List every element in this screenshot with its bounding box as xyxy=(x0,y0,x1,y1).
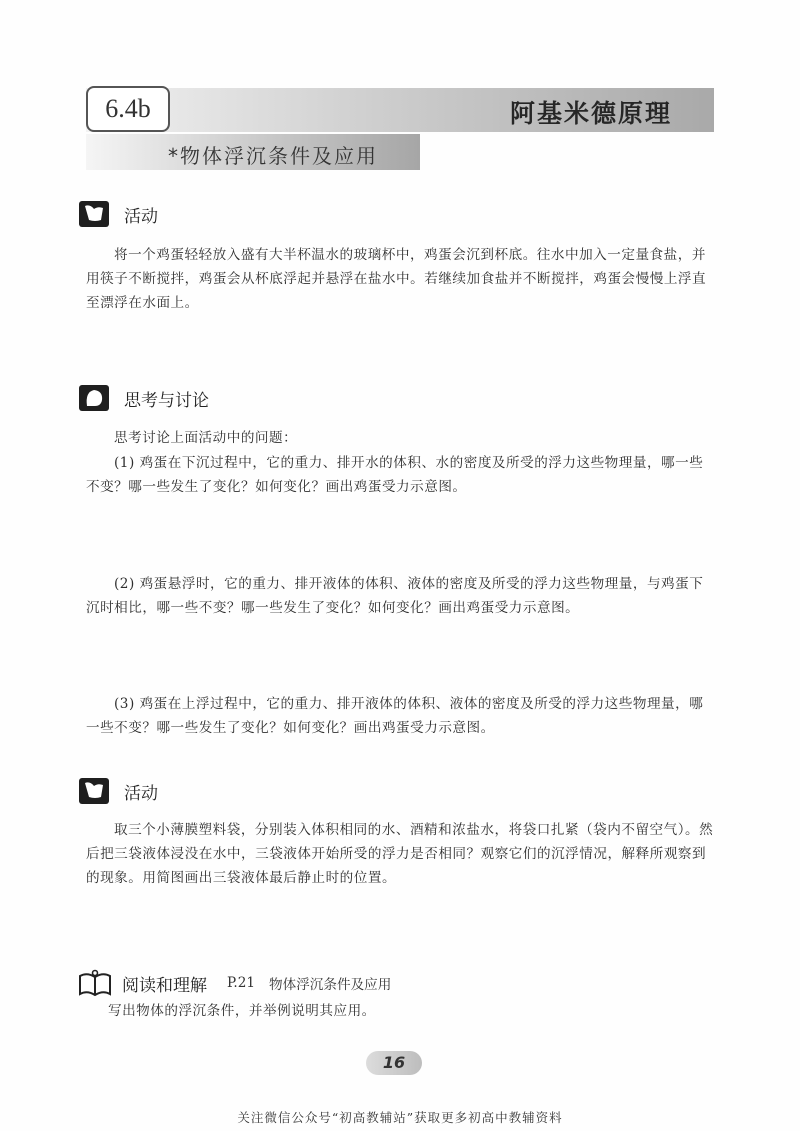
activity-icon xyxy=(78,200,110,228)
section-heading-activity-1 xyxy=(78,200,158,228)
open-book-icon xyxy=(78,969,112,997)
section-code: 6.4b xyxy=(105,94,151,123)
section-label: 活动 xyxy=(124,206,158,227)
footer-note: 关注微信公众号“初高教辅站”获取更多初高中教辅资料 xyxy=(237,1110,563,1125)
question-2: (2) 鸡蛋悬浮时，它的重力、排开液体的体积、液体的密度及所受的浮力这些物理量，与鸡蛋下沉时相比，哪一些不变？哪一些发生了变化？如何变化？画出鸡蛋受力示意图。 xyxy=(86,576,704,616)
page-title: 阿基米德原理 xyxy=(509,99,672,128)
activity-1-text: 将一个鸡蛋轻轻放入盛有大半杯温水的玻璃杯中，鸡蛋会沉到杯底。往水中加入一定量食盐，并用筷子不断搅拌，鸡蛋会从杯底浮起并悬浮在盐水中。若继续加食盐并不断搅拌，鸡蛋会慢慢上浮直至漂浮在水面上。 xyxy=(86,247,707,311)
activity-icon xyxy=(78,777,110,805)
reading-heading xyxy=(78,969,391,997)
page-number: 16 xyxy=(366,1051,422,1075)
think-discuss-intro: 思考讨论上面活动中的问题： xyxy=(114,430,298,446)
section-heading-think-discuss xyxy=(78,384,209,412)
section-label: 活动 xyxy=(124,783,158,804)
section-label: 思考与讨论 xyxy=(124,390,209,411)
reading-text: 写出物体的浮沉条件，并举例说明其应用。 xyxy=(108,1003,376,1019)
activity-2-text: 取三个小薄膜塑料袋，分别装入体积相同的水、酒精和浓盐水，将袋口扎紧（袋内不留空气）。然后把三袋液体浸没在水中，三袋液体开始所受的浮力是否相同？观察它们的沉浮情况，解释所观察到的现象。用简图画出三袋液体最后静止时的位置。 xyxy=(86,822,714,886)
section-code-badge xyxy=(86,86,170,132)
question-3: (3) 鸡蛋在上浮过程中，它的重力、排开液体的体积、液体的密度及所受的浮力这些物理量，哪一些不变？哪一些发生了变化？如何变化？画出鸡蛋受力示意图。 xyxy=(86,696,704,736)
reading-ref-title: 物体浮沉条件及应用 xyxy=(269,977,392,993)
reading-label: 阅读和理解 xyxy=(122,975,207,996)
think-discuss-icon xyxy=(78,384,110,412)
question-1: (1) 鸡蛋在下沉过程中，它的重力、排开水的体积、水的密度及所受的浮力这些物理量，哪一些不变？哪一些发生了变化？如何变化？画出鸡蛋受力示意图。 xyxy=(86,455,704,495)
reading-page-ref: P.21 xyxy=(227,975,256,991)
section-heading-activity-2 xyxy=(78,777,158,805)
page-subtitle: *物体浮沉条件及应用 xyxy=(168,144,378,168)
